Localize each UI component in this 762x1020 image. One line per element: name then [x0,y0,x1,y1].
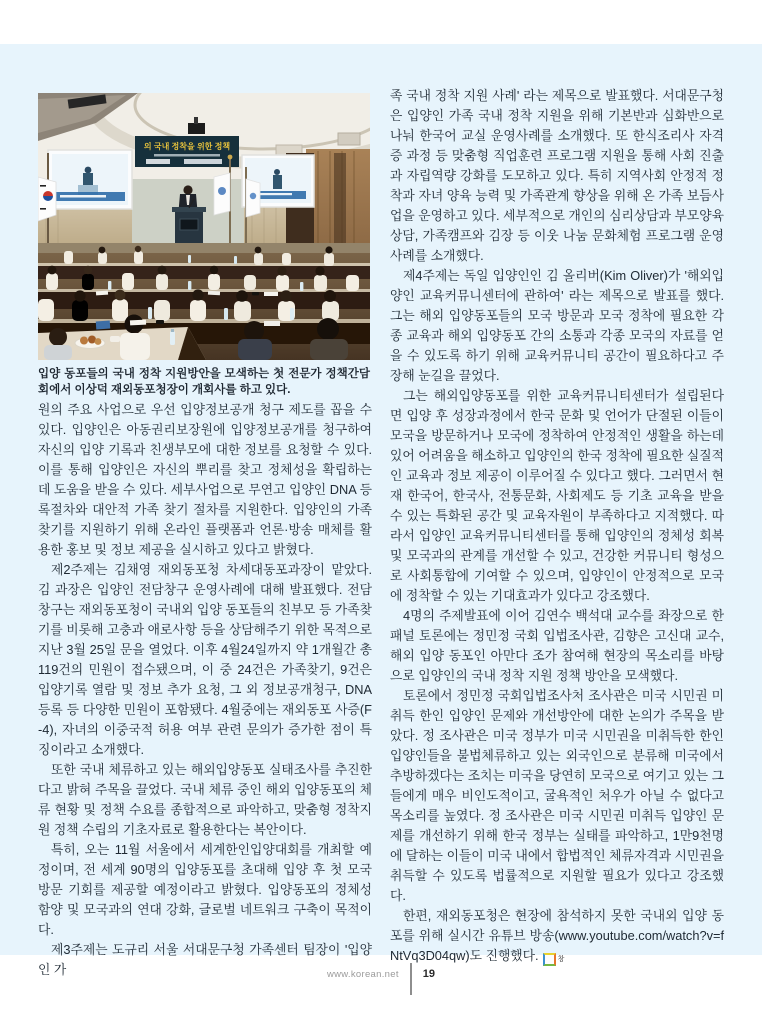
paragraph: 그는 해외입양동포를 위한 교육커뮤니티센터가 설립된다면 입양 후 성장과정에서 한국 문화 및 언어가 단절된 이들이 모국을 방문하거나 모국에 정착하여 안정적인 생활을 하는데 있어 어려움을 해소하고 입양인의 한국 정착에 필요한 실질적인 교육과 정보 제공이 이루어질 수 있다고 했다. 그러면서 현재 한국어, 한국사, 전통문화, 사회제도 등 기초 교육을 받을 수 있는 특화된 공간 및 교육자원이 부족하다고 지적했다. 따라서 입양인 교육커뮤니티센터를 통해 입양인의 정체성 회복 및 모국과의 관계를 개선할 수 있고, 건강한 커뮤니티 형성으로 사회통합에 기여할 수 있으며, 입양인이 안정적으로 모국에 정착할 수 있는 기대효과가 있다고 강조했다. [390,388,724,603]
footer-site-url: www.korean.net [326,969,399,980]
paragraph: 4명의 주제발표에 이어 김연수 백석대 교수를 좌장으로 한 패널 토론에는 정민정 국회 입법조사관, 김향은 고신대 교수, 해외 입양 동포인 아만다 조가 참여해 현장의 목소리를 바탕으로 입양인의 국내 정착 지원 정책 방안을 모색했다. [390,608,724,683]
article-right-column [390,86,724,963]
paragraph-text: 한편, 재외동포청은 현장에 참석하지 못한 국내외 입양 동포를 위해 실시간 유튜브 방송(www.youtube.com/watch?v=fNtVq3D04qw)도 진행했다. [390,908,724,963]
conference-photo [38,93,370,360]
paragraph [390,906,724,966]
paragraph: 족 국내 정착 지원 사례' 라는 제목으로 발표했다. 서대문구청은 입양인 가족 국내 정착 지원을 위해 기본반과 심화반으로 나눠 한국어 교실 운영사례를 소개했다. 또 한식조리사 자격증 과정 등 맞춤형 직업훈련 프로그램 지원을 통해 사회 진출과 자립역량 강화를 도모하고 있다. 특히 지역사회 안정적 정착과 자녀 양육 능력 및 가족관계 향상을 위해 온 가족 보듬사업을 운영하고 있다. 세부적으로 개인의 심리상담과 부모양육 상담, 가족캠프와 김장 등 이웃 나눔 문화체험 프로그램 운영 사례를 소개했다. [390,88,724,263]
article-left-column [38,400,372,977]
paragraph: 또한 국내 체류하고 있는 해외입양동포 실태조사를 추진한다고 밝혀 주목을 끌었다. 국내 체류 중인 해외 입양동포의 체류 현황 및 정책 수요를 종합적으로 파악하고, 맞춤형 정착지원 정책 수립의 기초자료로 활용한다는 복안이다. [38,762,372,837]
conference-photo-art [38,93,370,360]
paragraph: 원의 주요 사업으로 우선 입양정보공개 청구 제도를 꼽을 수 있다. 입양인은 아동권리보장원에 입양정보공개를 청구하여 자신의 입양 기록과 친생부모에 대한 정보를 요청할 수 있다. 이를 통해 입양인은 자신의 뿌리를 찾고 정체성을 확립하는 데 도움을 받을 수 있다. 세부사업으로 무연고 입양인 DNA 등록절차와 대안적 가족 찾기 절차를 지원한다. 입양인의 가족 찾기를 지원하기 위해 온라인 플랫폼과 언론·방송 매체를 활용한 홍보 및 정보 제공을 실시하고 있다고 밝혔다. [38,402,372,557]
paragraph: 토론에서 정민정 국회입법조사처 조사관은 미국 시민권 미취득 한인 입양인 문제와 개선방안에 대한 논의가 주목을 받았다. 정 조사관은 미국 정부가 미국 시민권을 미취득한 한인 입양인들을 불법체류하고 있는 외국인으로 분류해 미국에서 추방하겠다는 조치는 미국을 당연히 모국으로 여기고 있는 그들에게 매우 비인도적이고, 굴욕적인 처우가 아닐 수 없다고 목소리를 높였다. 정 조사관은 미국 시민권 미취득 입양인 문제를 개선하기 위해 한국 정부는 실태를 파악하고, 1만9천명에 달하는 이들이 미국 내에서 합법적인 체류자격과 시민권을 취득할 수 있도록 법률적으로 지원할 필요가 있다고 강조했다. [390,688,724,903]
photo-caption: 입양 동포들의 국내 정착 지원방안을 모색하는 첫 전문가 정책간담회에서 이상덕 재외동포청장이 개회사를 하고 있다. [38,368,370,396]
footer-divider [410,963,412,995]
photo-banner-text: 의 국내 정착을 위한 정책 [143,142,231,151]
paragraph: 제2주제는 김채영 재외동포청 차세대동포과장이 맡았다. 김 과장은 입양인 전담창구 운영사례에 대해 발표했다. 전담창구는 재외동포청이 국내외 입양 동포들의 친부모 등 가족찾기를 비롯해 고충과 애로사항 등을 상담해주기 위한 목적으로 지난 3월 25일 문을 열었다. 이후 4월24일까지 약 1개월간 총 119건의 민원이 접수됐으며, 이 중 24건은 가족찾기, 9건은 입양기록 열람 및 정보 추가 요청, 그 외 정보공개청구, DNA 등록 등 다양한 민원이 포함됐다. 4월중에는 재외동포 사증(F-4), 자녀의 이중국적 허용 여부 관련 문의가 증가한 점이 특징이라고 소개했다. [38,562,372,757]
paragraph: 제4주제는 독일 입양인인 김 올리버(Kim Oliver)가 '해외입양인 교육커뮤니센터에 관하여' 라는 제목으로 발표를 했다. 그는 해외 입양동포들의 모국 방문과 모국 정착에 필요한 각종 교육과 해외 입양동포 간의 소통과 각종 모국의 자료를 얻을 수 있도록 하기 위해 교육커뮤니티 공간이 필요하다고 주장해 눈길을 끌었다. [390,268,724,383]
article-end-icon: 창 [543,953,556,966]
paragraph: 특히, 오는 11월 서울에서 세계한인입양대회를 개최할 예정이며, 전 세계 90명의 입양동포를 초대해 입양 후 첫 모국 방문 기회를 제공할 예정이라고 밝혔다. 입양동포의 정체성 함양 및 모국과의 연대 강화, 글로벌 네트워크 구축이 목적이다. [38,842,372,937]
paragraph: 제3주제는 도규리 서울 서대문구청 가족센터 팀장이 '입양인 가 [38,942,372,977]
page-footer [0,963,762,995]
page-number: 19 [422,968,436,980]
